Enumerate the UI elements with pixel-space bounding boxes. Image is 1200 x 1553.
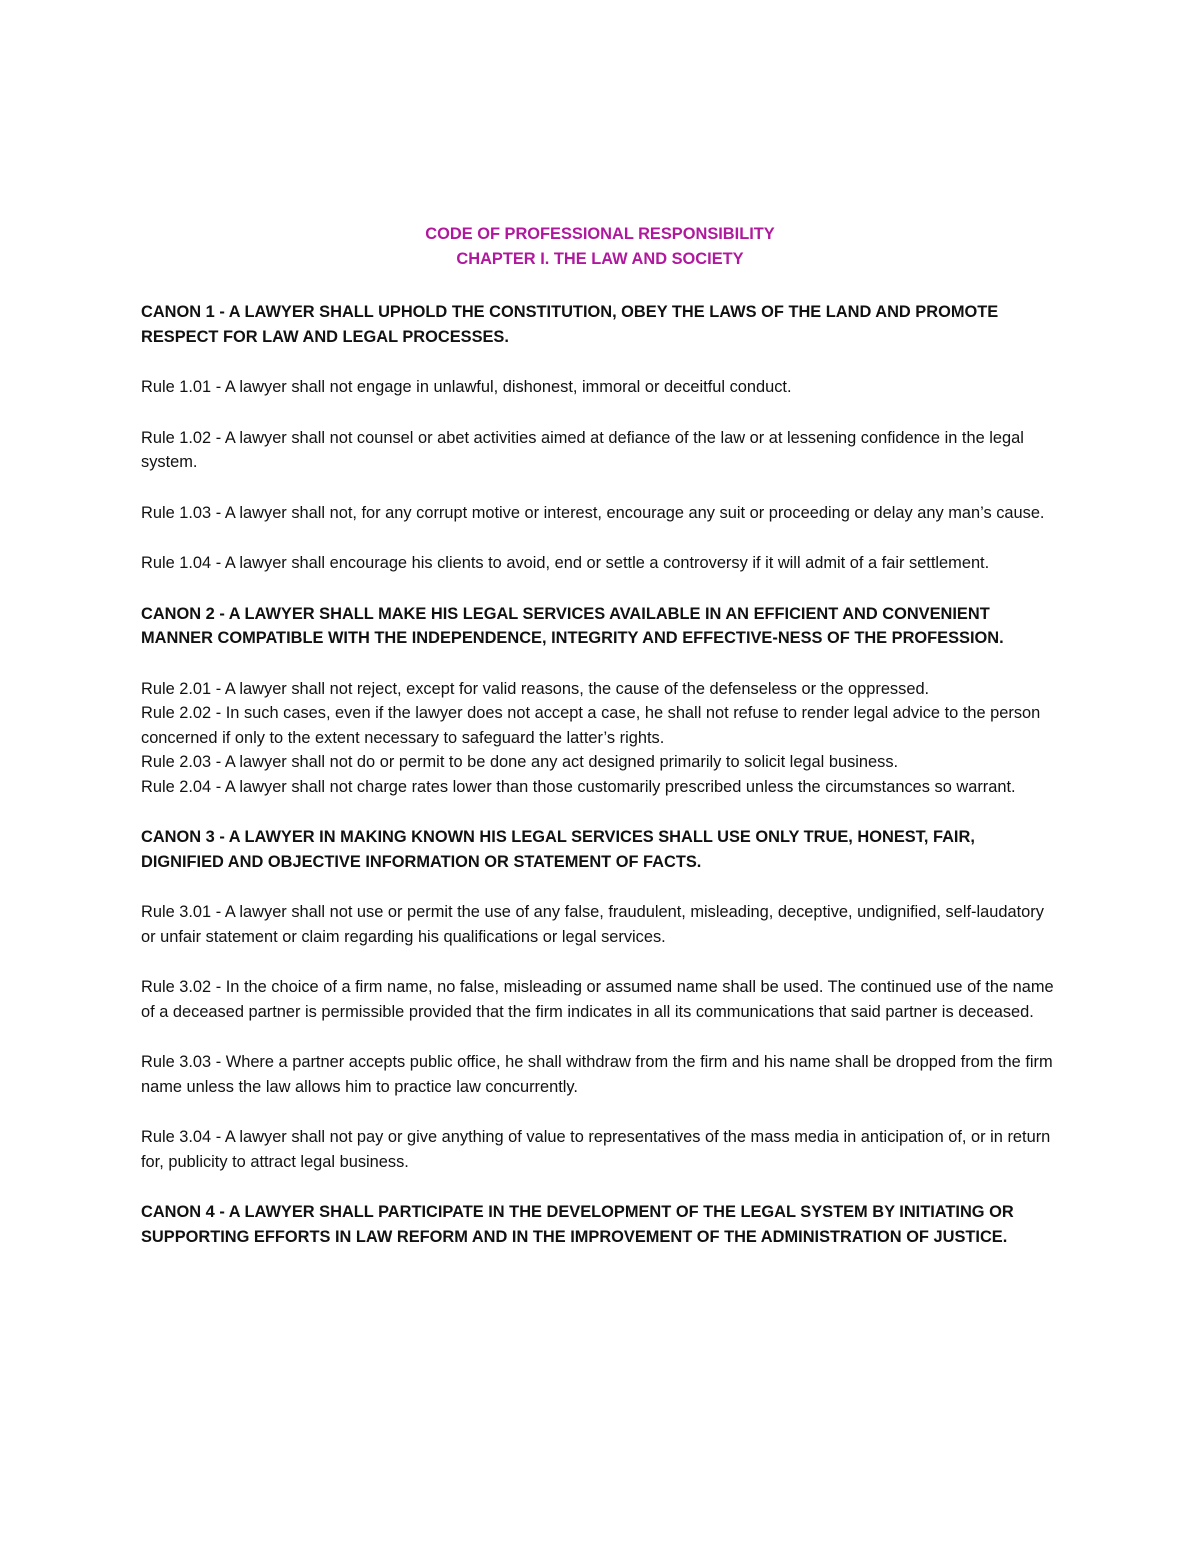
rule-2-01: Rule 2.01 - A lawyer shall not reject, except for valid reasons, the cause of the defenseless or the oppressed. bbox=[141, 679, 930, 698]
canon-3-heading: CANON 3 - A LAWYER IN MAKING KNOWN HIS LEGAL SERVICES SHALL USE ONLY TRUE, HONEST, FAIR, DIGNIFIED AND OBJECTIVE INFORMATION OR STATEMENT OF FACTS. bbox=[141, 828, 975, 871]
rule-1-02: Rule 1.02 - A lawyer shall not counsel or abet activities aimed at defiance of the law or at lessening confidence in the legal system. bbox=[141, 428, 1024, 471]
rule-2-04: Rule 2.04 - A lawyer shall not charge rates lower than those customarily prescribed unless the circumstances so warrant. bbox=[141, 777, 1016, 796]
rule-2-02: Rule 2.02 - In such cases, even if the lawyer does not accept a case, he shall not refuse to render legal advice to the person concerned if only to the extent necessary to safeguard the latter’s rights. bbox=[141, 704, 1041, 747]
title-block bbox=[141, 222, 1059, 271]
canon-4-heading: CANON 4 - A LAWYER SHALL PARTICIPATE IN THE DEVELOPMENT OF THE LEGAL SYSTEM BY INITIATING OR SUPPORTING EFFORTS IN LAW REFORM AND IN THE IMPROVEMENT OF THE ADMINISTRATION OF JUSTICE. bbox=[141, 1203, 1014, 1246]
canon-2-rules bbox=[141, 677, 1059, 800]
document-body bbox=[141, 222, 1059, 1275]
rule-3-02: Rule 3.02 - In the choice of a firm name, no false, misleading or assumed name shall be used. The continued use of the name of a deceased partner is permissible provided that the firm indicates in all its communications that said partner is deceased. bbox=[141, 978, 1054, 1021]
rule-1-04: Rule 1.04 - A lawyer shall encourage his clients to avoid, end or settle a controversy if it will admit of a fair settlement. bbox=[141, 554, 990, 572]
chapter-title: CHAPTER I. THE LAW AND SOCIETY bbox=[456, 249, 744, 268]
rule-1-03: Rule 1.03 - A lawyer shall not, for any corrupt motive or interest, encourage any suit or proceeding or delay any man’s cause. bbox=[141, 503, 1045, 522]
rule-2-03: Rule 2.03 - A lawyer shall not do or permit to be done any act designed primarily to solicit legal business. bbox=[141, 753, 899, 771]
canon-1-heading: CANON 1 - A LAWYER SHALL UPHOLD THE CONSTITUTION, OBEY THE LAWS OF THE LAND AND PROMOTE RESPECT FOR LAW AND LEGAL PROCESSES. bbox=[141, 303, 999, 346]
rule-3-01: Rule 3.01 - A lawyer shall not use or permit the use of any false, fraudulent, misleading, deceptive, undignified, self-laudatory or unfair statement or claim regarding his qualifications or legal services. bbox=[141, 903, 1044, 946]
canon-2-heading: CANON 2 - A LAWYER SHALL MAKE HIS LEGAL SERVICES AVAILABLE IN AN EFFICIENT AND CONVENIENT MANNER COMPATIBLE WITH THE INDEPENDENCE, INTEGRITY AND EFFECTIVE-NESS OF THE PROFESSION. bbox=[141, 604, 1004, 647]
rule-3-04: Rule 3.04 - A lawyer shall not pay or give anything of value to representatives of the mass media in anticipation of, or in return for, publicity to attract legal business. bbox=[141, 1128, 1051, 1171]
rule-3-03: Rule 3.03 - Where a partner accepts public office, he shall withdraw from the firm and his name shall be dropped from the firm name unless the law allows him to practice law concurrently. bbox=[141, 1053, 1053, 1096]
rule-1-01: Rule 1.01 - A lawyer shall not engage in unlawful, dishonest, immoral or deceitful conduct. bbox=[141, 378, 792, 396]
document-title: CODE OF PROFESSIONAL RESPONSIBILITY bbox=[425, 225, 775, 243]
